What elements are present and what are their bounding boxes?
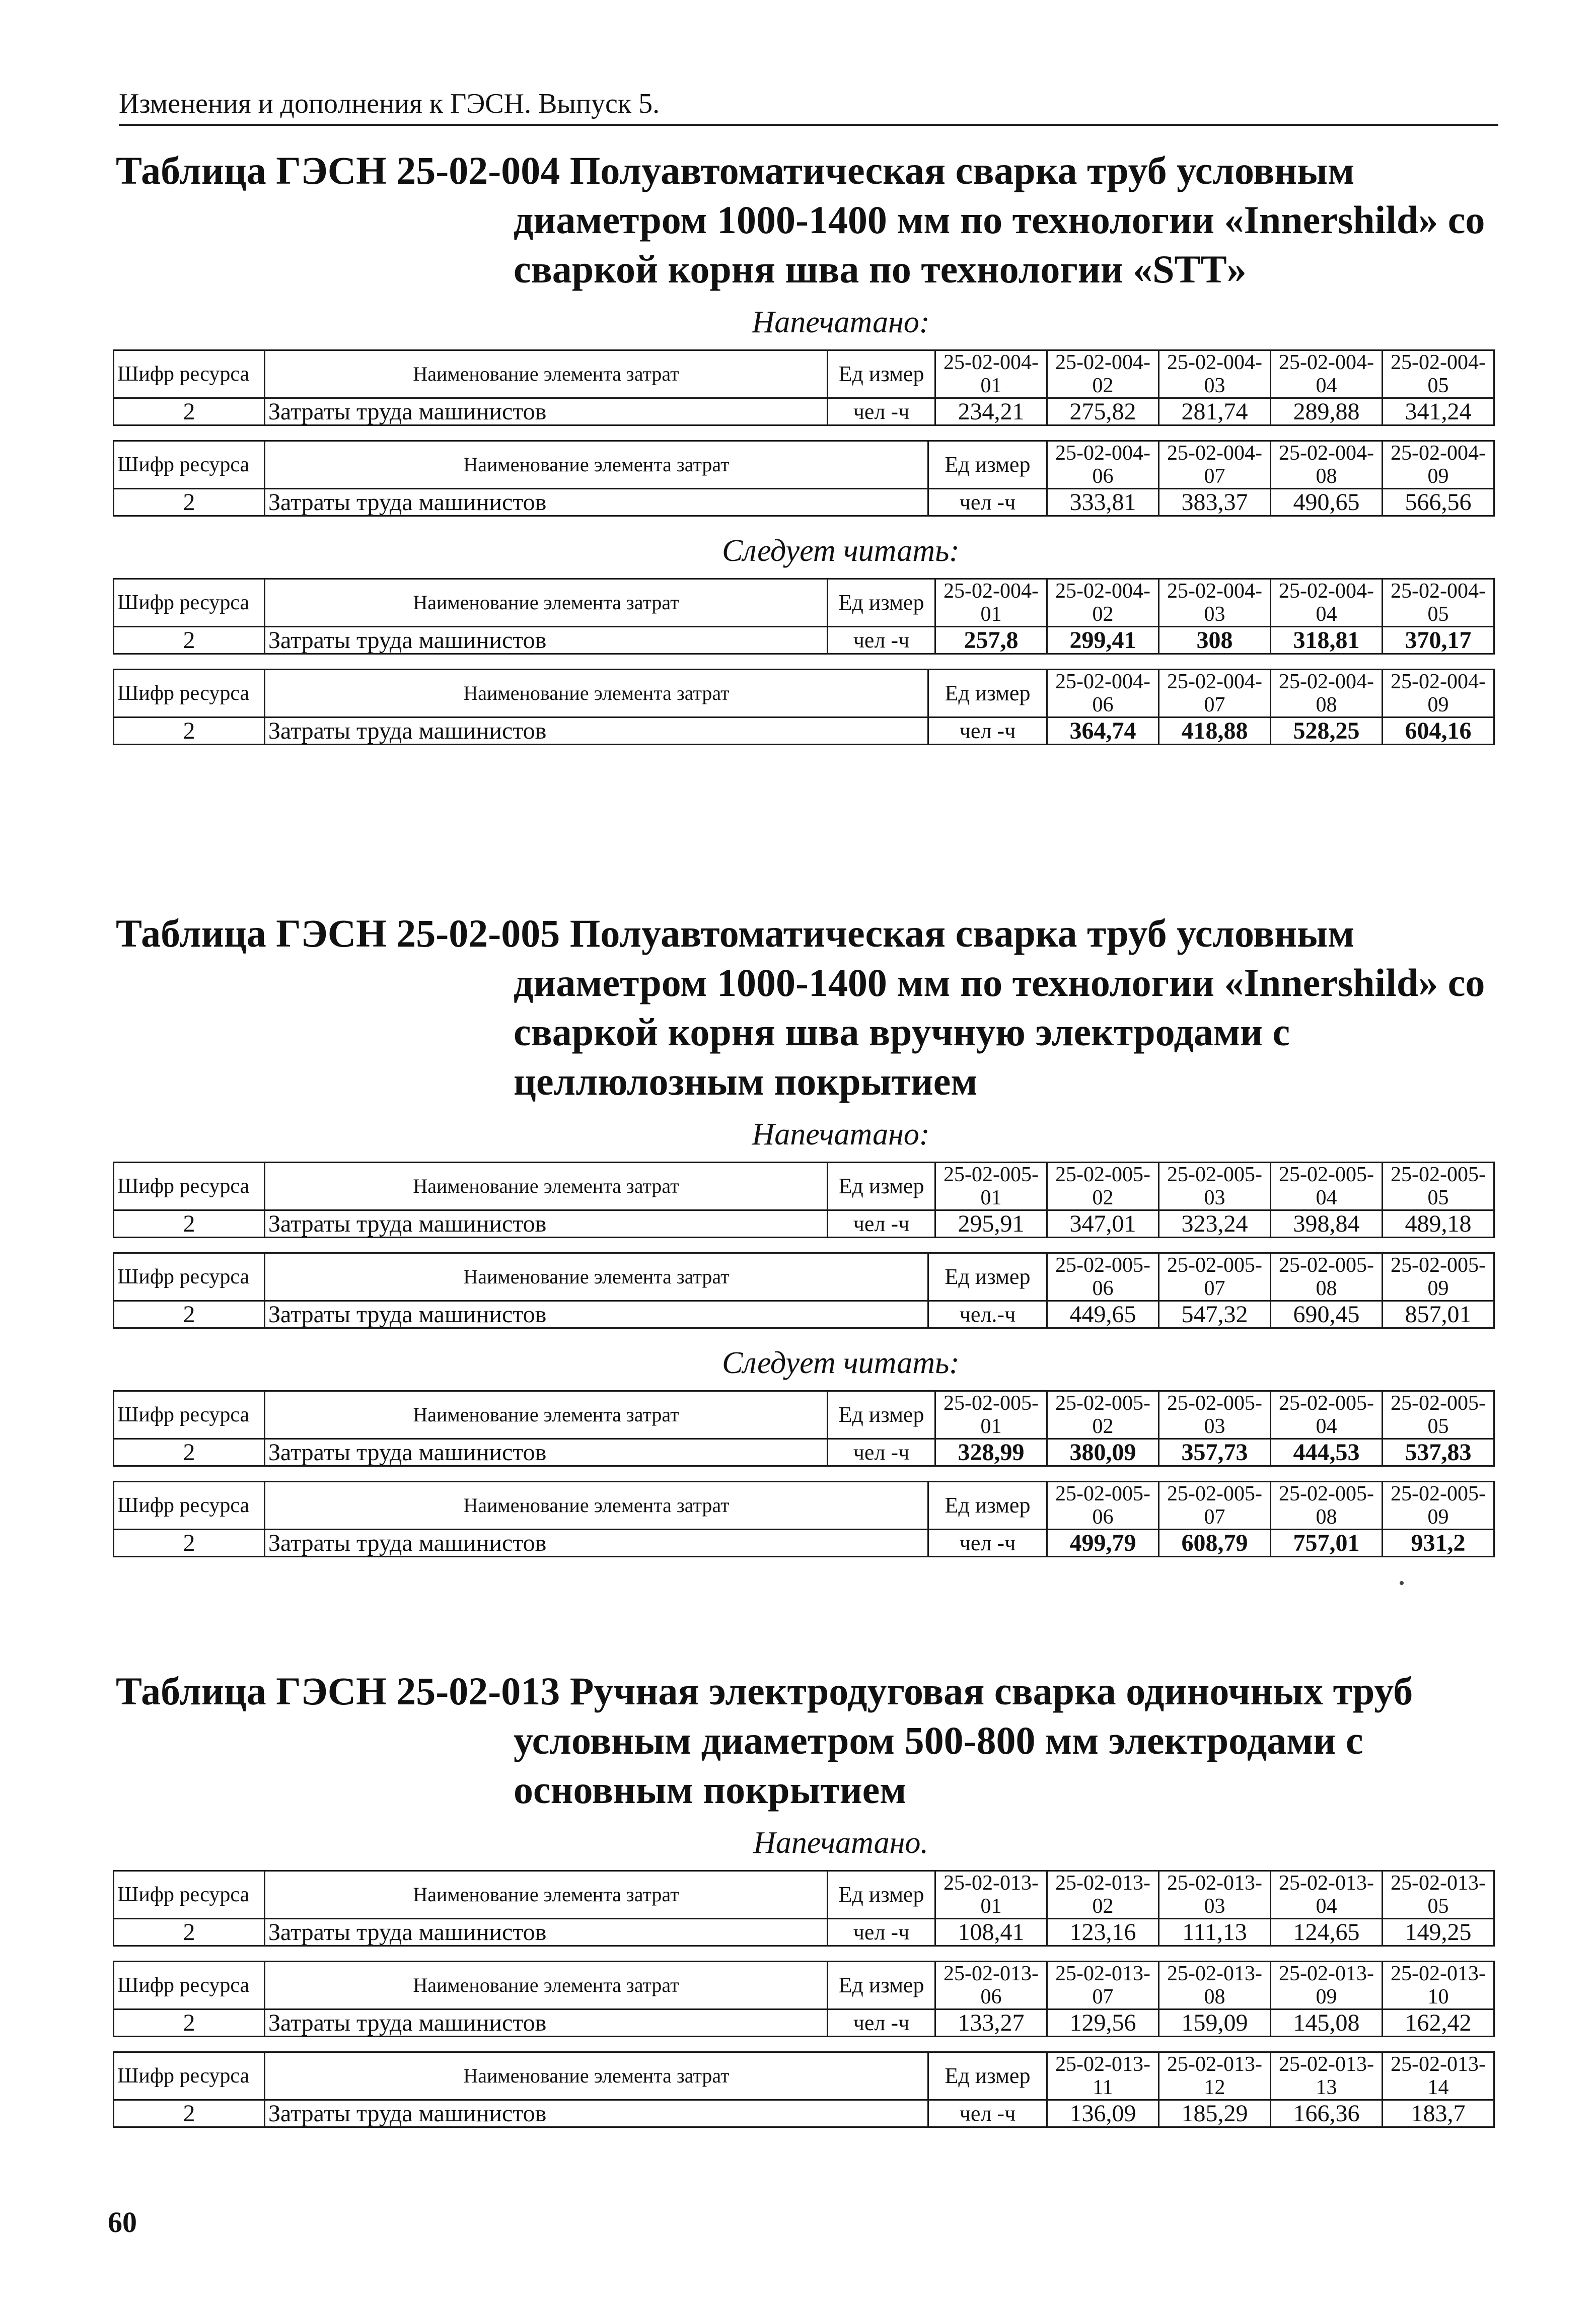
resource-table — [113, 1162, 1495, 1238]
resource-code: 2 — [114, 2009, 265, 2037]
resource-code: 2 — [114, 627, 265, 654]
col-header-name: Наименование элемента затрат — [265, 1871, 828, 1919]
resource-code: 2 — [114, 1210, 265, 1238]
col-header-code: Шифр ресурса — [114, 1962, 265, 2009]
labor-value: 333,81 — [1047, 489, 1159, 516]
rate-code: 25-02-013-04 — [1271, 1871, 1383, 1919]
labor-value: 129,56 — [1047, 2009, 1159, 2037]
resource-code: 2 — [114, 717, 265, 745]
rate-code: 25-02-005-05 — [1383, 1163, 1494, 1210]
col-header-code: Шифр ресурса — [114, 579, 265, 627]
col-header-name: Наименование элемента затрат — [265, 2052, 928, 2100]
rate-code: 25-02-004-04 — [1271, 579, 1383, 627]
resource-name: Затраты труда машинистов — [265, 1301, 928, 1328]
labor-value: 380,09 — [1047, 1439, 1159, 1466]
col-header-unit: Ед измер — [928, 670, 1047, 717]
table-row — [114, 489, 1494, 516]
labor-value: 323,24 — [1159, 1210, 1271, 1238]
table-row — [114, 627, 1494, 654]
labor-value: 299,41 — [1047, 627, 1159, 654]
resource-code: 2 — [114, 489, 265, 516]
rate-code: 25-02-005-01 — [935, 1163, 1047, 1210]
resource-code: 2 — [114, 398, 265, 425]
col-header-unit: Ед измер — [828, 1391, 935, 1439]
col-header-code: Шифр ресурса — [114, 1253, 265, 1301]
labor-value: 931,2 — [1383, 1530, 1494, 1557]
rate-code: 25-02-005-07 — [1159, 1482, 1271, 1530]
labor-value: 528,25 — [1271, 717, 1383, 745]
unit-value: чел -ч — [928, 489, 1047, 516]
resource-table — [113, 349, 1495, 426]
resource-name: Затраты труда машинистов — [265, 1919, 828, 1946]
rate-code: 25-02-004-09 — [1383, 670, 1494, 717]
resource-name: Затраты труда машинистов — [265, 489, 928, 516]
rate-code: 25-02-005-09 — [1383, 1253, 1494, 1301]
table-row — [114, 1439, 1494, 1466]
table-row — [114, 2009, 1494, 2037]
header-row — [114, 1482, 1494, 1530]
labor-value: 124,65 — [1271, 1919, 1383, 1946]
labor-value: 162,42 — [1383, 2009, 1494, 2037]
rate-code: 25-02-004-06 — [1047, 670, 1159, 717]
resource-table — [113, 1870, 1495, 1947]
table-row — [114, 2100, 1494, 2127]
col-header-name: Наименование элемента затрат — [265, 1962, 828, 2009]
rate-code: 25-02-005-01 — [935, 1391, 1047, 1439]
rate-code: 25-02-004-05 — [1383, 579, 1494, 627]
labor-value: 318,81 — [1271, 627, 1383, 654]
resource-name: Затраты труда машинистов — [265, 2100, 928, 2127]
labor-value: 281,74 — [1159, 398, 1271, 425]
labor-value: 328,99 — [935, 1439, 1047, 1466]
table-row — [114, 1530, 1494, 1557]
rate-code: 25-02-004-08 — [1271, 670, 1383, 717]
resource-table — [113, 440, 1495, 517]
col-header-code: Шифр ресурса — [114, 1391, 265, 1439]
table-row — [114, 1919, 1494, 1946]
rate-code: 25-02-005-03 — [1159, 1391, 1271, 1439]
table-row — [114, 717, 1494, 745]
rate-code: 25-02-013-14 — [1383, 2052, 1494, 2100]
labor-value: 341,24 — [1383, 398, 1494, 425]
resource-name: Затраты труда машинистов — [265, 1530, 928, 1557]
resource-code: 2 — [114, 2100, 265, 2127]
printed-label: Напечатано: — [752, 305, 930, 339]
resource-code: 2 — [114, 1919, 265, 1946]
section-title: Таблица ГЭСН 25-02-005 Полуавтоматическая сварка труб условным диаметром 1000-1400 мм по технологии «Innershild» со сваркой корня шва вручную электродами с целлюлозным покрытием — [116, 911, 1485, 1103]
rate-code: 25-02-013-02 — [1047, 1871, 1159, 1919]
labor-value: 185,29 — [1159, 2100, 1271, 2127]
labor-value: 183,7 — [1383, 2100, 1494, 2127]
page-number: 60 — [108, 2206, 137, 2239]
rate-code: 25-02-004-09 — [1383, 441, 1494, 489]
col-header-unit: Ед измер — [828, 1163, 935, 1210]
rate-code: 25-02-013-03 — [1159, 1871, 1271, 1919]
labor-value: 547,32 — [1159, 1301, 1271, 1328]
rate-code: 25-02-013-12 — [1159, 2052, 1271, 2100]
rate-code: 25-02-005-02 — [1047, 1391, 1159, 1439]
resource-table — [113, 1481, 1495, 1557]
rate-code: 25-02-004-06 — [1047, 441, 1159, 489]
labor-value: 444,53 — [1271, 1439, 1383, 1466]
labor-value: 489,18 — [1383, 1210, 1494, 1238]
col-header-code: Шифр ресурса — [114, 2052, 265, 2100]
rate-code: 25-02-004-02 — [1047, 350, 1159, 398]
rate-code: 25-02-004-02 — [1047, 579, 1159, 627]
resource-name: Затраты труда машинистов — [265, 717, 928, 745]
read-label: Следует читать: — [722, 534, 960, 568]
labor-value: 289,88 — [1271, 398, 1383, 425]
labor-value: 357,73 — [1159, 1439, 1271, 1466]
labor-value: 136,09 — [1047, 2100, 1159, 2127]
labor-value: 418,88 — [1159, 717, 1271, 745]
col-header-name: Наименование элемента затрат — [265, 1482, 928, 1530]
header-row — [114, 670, 1494, 717]
col-header-unit: Ед измер — [928, 2052, 1047, 2100]
stray-dot — [1400, 1581, 1404, 1585]
resource-code: 2 — [114, 1530, 265, 1557]
col-header-name: Наименование элемента затрат — [265, 579, 828, 627]
section-title: Таблица ГЭСН 25-02-004 Полуавтоматическая сварка труб условным диаметром 1000-1400 мм по технологии «Innershild» со сваркой корня шва по технологии «STT» — [116, 149, 1485, 291]
resource-table — [113, 1252, 1495, 1329]
labor-value: 537,83 — [1383, 1439, 1494, 1466]
labor-value: 604,16 — [1383, 717, 1494, 745]
labor-value: 308 — [1159, 627, 1271, 654]
section-title: Таблица ГЭСН 25-02-013 Ручная электродуговая сварка одиночных труб условным диаметром 500-800 мм электродами с основным покрытием — [116, 1669, 1413, 1812]
col-header-unit: Ед измер — [928, 1253, 1047, 1301]
col-header-name: Наименование элемента затрат — [265, 350, 828, 398]
resource-name: Затраты труда машинистов — [265, 627, 828, 654]
labor-value: 347,01 — [1047, 1210, 1159, 1238]
labor-value: 364,74 — [1047, 717, 1159, 745]
col-header-unit: Ед измер — [928, 1482, 1047, 1530]
header-row — [114, 1871, 1494, 1919]
rate-code: 25-02-013-08 — [1159, 1962, 1271, 2009]
printed-label: Напечатано. — [753, 1826, 928, 1860]
labor-value: 149,25 — [1383, 1919, 1494, 1946]
unit-value: чел -ч — [828, 1439, 935, 1466]
labor-value: 123,16 — [1047, 1919, 1159, 1946]
labor-value: 370,17 — [1383, 627, 1494, 654]
rate-code: 25-02-005-09 — [1383, 1482, 1494, 1530]
rate-code: 25-02-005-07 — [1159, 1253, 1271, 1301]
header-row — [114, 2052, 1494, 2100]
section-25-02-004 — [0, 146, 1596, 759]
rate-code: 25-02-013-01 — [935, 1871, 1047, 1919]
col-header-code: Шифр ресурса — [114, 1482, 265, 1530]
labor-value: 108,41 — [935, 1919, 1047, 1946]
unit-value: чел -ч — [828, 1919, 935, 1946]
col-header-code: Шифр ресурса — [114, 350, 265, 398]
rate-code: 25-02-004-03 — [1159, 579, 1271, 627]
labor-value: 275,82 — [1047, 398, 1159, 425]
rate-code: 25-02-005-02 — [1047, 1163, 1159, 1210]
rate-code: 25-02-004-07 — [1159, 670, 1271, 717]
resource-code: 2 — [114, 1301, 265, 1328]
rate-code: 25-02-005-06 — [1047, 1253, 1159, 1301]
resource-name: Затраты труда машинистов — [265, 2009, 828, 2037]
rate-code: 25-02-005-06 — [1047, 1482, 1159, 1530]
header-row — [114, 441, 1494, 489]
table-row — [114, 1210, 1494, 1238]
resource-table — [113, 2051, 1495, 2128]
header-row — [114, 579, 1494, 627]
col-header-code: Шифр ресурса — [114, 1163, 265, 1210]
labor-value: 111,13 — [1159, 1919, 1271, 1946]
table-row — [114, 398, 1494, 425]
col-header-name: Наименование элемента затрат — [265, 1163, 828, 1210]
labor-value: 145,08 — [1271, 2009, 1383, 2037]
labor-value: 499,79 — [1047, 1530, 1159, 1557]
labor-value: 398,84 — [1271, 1210, 1383, 1238]
labor-value: 234,21 — [935, 398, 1047, 425]
section-25-02-005 — [0, 909, 1596, 1571]
unit-value: чел -ч — [828, 398, 935, 425]
rate-code: 25-02-005-04 — [1271, 1391, 1383, 1439]
labor-value: 133,27 — [935, 2009, 1047, 2037]
header-row — [114, 1163, 1494, 1210]
header-row — [114, 1962, 1494, 2009]
resource-table — [113, 1390, 1495, 1467]
resource-table — [113, 578, 1495, 655]
rate-code: 25-02-013-11 — [1047, 2052, 1159, 2100]
unit-value: чел -ч — [828, 627, 935, 654]
rate-code: 25-02-004-07 — [1159, 441, 1271, 489]
labor-value: 857,01 — [1383, 1301, 1494, 1328]
printed-label: Напечатано: — [752, 1117, 930, 1152]
col-header-unit: Ед измер — [828, 350, 935, 398]
labor-value: 449,65 — [1047, 1301, 1159, 1328]
labor-value: 690,45 — [1271, 1301, 1383, 1328]
resource-code: 2 — [114, 1439, 265, 1466]
table-row — [114, 1301, 1494, 1328]
resource-name: Затраты труда машинистов — [265, 1210, 828, 1238]
rate-code: 25-02-004-01 — [935, 350, 1047, 398]
labor-value: 383,37 — [1159, 489, 1271, 516]
resource-name: Затраты труда машинистов — [265, 1439, 828, 1466]
col-header-unit: Ед измер — [828, 1962, 935, 2009]
rate-code: 25-02-004-04 — [1271, 350, 1383, 398]
rate-code: 25-02-013-09 — [1271, 1962, 1383, 2009]
unit-value: чел -ч — [928, 717, 1047, 745]
rate-code: 25-02-004-03 — [1159, 350, 1271, 398]
running-header: Изменения и дополнения к ГЭСН. Выпуск 5. — [119, 85, 1498, 126]
rate-code: 25-02-013-06 — [935, 1962, 1047, 2009]
labor-value: 608,79 — [1159, 1530, 1271, 1557]
labor-value: 490,65 — [1271, 489, 1383, 516]
section-25-02-013 — [0, 1667, 1596, 2142]
rate-code: 25-02-013-13 — [1271, 2052, 1383, 2100]
labor-value: 159,09 — [1159, 2009, 1271, 2037]
labor-value: 257,8 — [935, 627, 1047, 654]
rate-code: 25-02-005-03 — [1159, 1163, 1271, 1210]
rate-code: 25-02-013-10 — [1383, 1962, 1494, 2009]
header-row — [114, 1253, 1494, 1301]
unit-value: чел -ч — [828, 1210, 935, 1238]
unit-value: чел -ч — [928, 2100, 1047, 2127]
labor-value: 295,91 — [935, 1210, 1047, 1238]
col-header-code: Шифр ресурса — [114, 441, 265, 489]
col-header-name: Наименование элемента затрат — [265, 441, 928, 489]
col-header-name: Наименование элемента затрат — [265, 1253, 928, 1301]
col-header-unit: Ед измер — [928, 441, 1047, 489]
col-header-name: Наименование элемента затрат — [265, 1391, 828, 1439]
rate-code: 25-02-013-05 — [1383, 1871, 1494, 1919]
resource-table — [113, 669, 1495, 745]
col-header-unit: Ед измер — [828, 1871, 935, 1919]
header-row — [114, 1391, 1494, 1439]
rate-code: 25-02-005-04 — [1271, 1163, 1383, 1210]
labor-value: 566,56 — [1383, 489, 1494, 516]
resource-name: Затраты труда машинистов — [265, 398, 828, 425]
rate-code: 25-02-005-08 — [1271, 1482, 1383, 1530]
unit-value: чел -ч — [928, 1530, 1047, 1557]
read-label: Следует читать: — [722, 1346, 960, 1380]
header-row — [114, 350, 1494, 398]
resource-table — [113, 1961, 1495, 2037]
rate-code: 25-02-013-07 — [1047, 1962, 1159, 2009]
col-header-unit: Ед измер — [828, 579, 935, 627]
unit-value: чел.-ч — [928, 1301, 1047, 1328]
rate-code: 25-02-005-05 — [1383, 1391, 1494, 1439]
col-header-name: Наименование элемента затрат — [265, 670, 928, 717]
rate-code: 25-02-004-05 — [1383, 350, 1494, 398]
rate-code: 25-02-005-08 — [1271, 1253, 1383, 1301]
rate-code: 25-02-004-01 — [935, 579, 1047, 627]
col-header-code: Шифр ресурса — [114, 670, 265, 717]
unit-value: чел -ч — [828, 2009, 935, 2037]
col-header-code: Шифр ресурса — [114, 1871, 265, 1919]
labor-value: 166,36 — [1271, 2100, 1383, 2127]
rate-code: 25-02-004-08 — [1271, 441, 1383, 489]
labor-value: 757,01 — [1271, 1530, 1383, 1557]
